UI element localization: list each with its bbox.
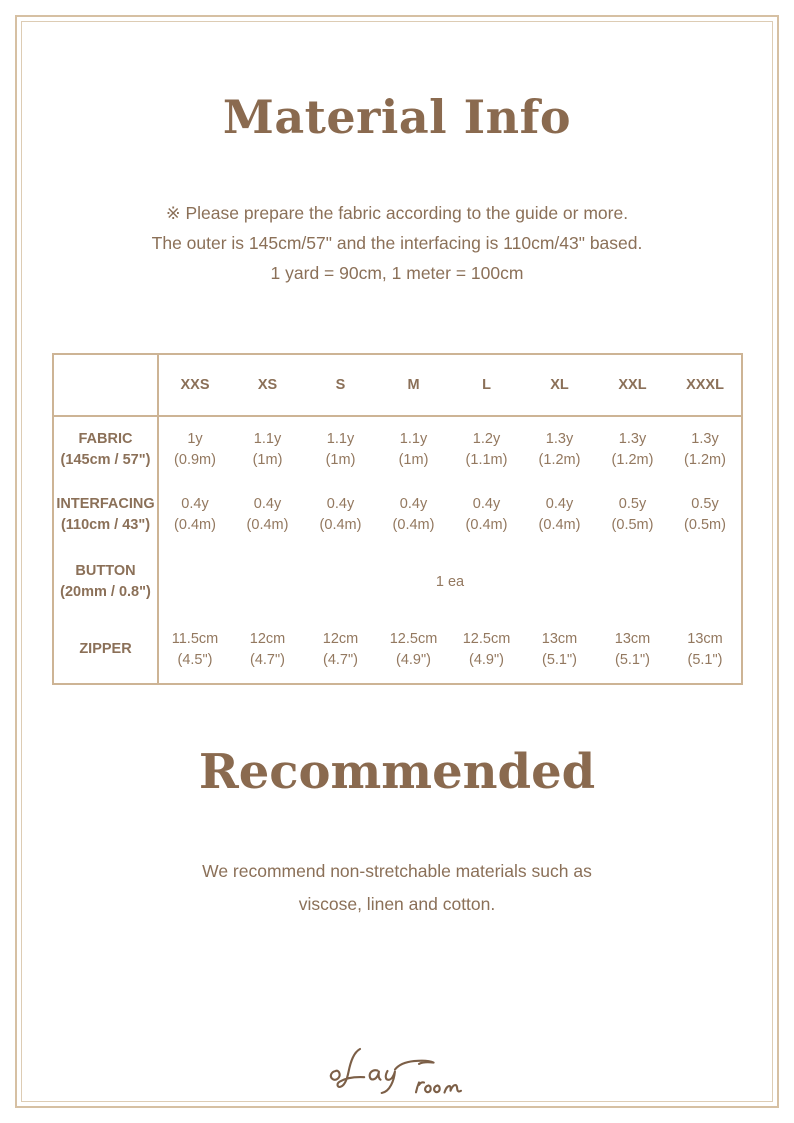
interfacing-row — [53, 482, 742, 548]
size-header-xxxl: XXXL — [686, 376, 724, 393]
zipper-value-cell: 12.5cm (4.9") — [389, 630, 438, 668]
interfacing-label: INTERFACING — [56, 496, 155, 512]
interfacing-row-label — [53, 482, 158, 548]
fabric-guide-notes — [0, 198, 794, 288]
note-line: 1 yard = 90cm, 1 meter = 100cm — [270, 263, 524, 283]
button-row — [53, 548, 742, 616]
size-header-row — [53, 354, 742, 416]
brand-signature-icon — [322, 1036, 472, 1096]
zipper-row-label: ZIPPER — [53, 616, 158, 684]
interfacing-value-cell: 0.4y (0.4m) — [392, 496, 435, 533]
fabric-value-cell: 1.1y (1m) — [325, 430, 356, 468]
interfacing-value-cell: 0.4y (0.4m) — [538, 496, 581, 533]
size-header-m: M — [407, 376, 420, 393]
fabric-row — [53, 416, 742, 482]
page-title: Material Info — [222, 90, 572, 144]
recommended-line: We recommend non-stretchable materials such as — [202, 861, 592, 881]
materials-table — [52, 353, 743, 685]
button-value-cell: 1 ea — [435, 573, 465, 590]
interfacing-value-cell: 0.4y (0.4m) — [465, 496, 508, 533]
size-header-xl: XL — [550, 376, 569, 393]
fabric-value-cell: 1.2y (1.1m) — [465, 430, 508, 468]
table-corner-cell — [53, 354, 158, 416]
interfacing-value-cell: 0.5y (0.5m) — [611, 496, 654, 533]
fabric-value-cell: 1.3y (1.2m) — [684, 430, 726, 468]
interfacing-value-cell: 0.5y (0.5m) — [684, 496, 726, 533]
size-header-xxl: XXL — [618, 376, 647, 393]
size-header-l: L — [482, 376, 491, 393]
fabric-value-cell: 1.3y (1.2m) — [538, 430, 581, 468]
button-row-label — [53, 548, 158, 616]
fabric-value-cell: 1.1y (1m) — [398, 430, 429, 468]
interfacing-value-cell: 0.4y (0.4m) — [174, 496, 216, 533]
zipper-value-cell: 12cm (4.7") — [249, 630, 286, 668]
brand-signature — [322, 1036, 472, 1096]
note-line: ※ Please prepare the fabric according to the guide or more. — [165, 203, 629, 223]
fabric-row-label — [53, 416, 158, 482]
zipper-value-cell: 13cm (5.1") — [541, 630, 578, 668]
recommended-text — [0, 855, 794, 921]
interfacing-spec: (110cm / 43") — [60, 517, 151, 533]
zipper-value-cell: 12.5cm (4.9") — [462, 630, 511, 668]
fabric-value-cell: 1y (0.9m) — [174, 430, 216, 468]
size-header-s: S — [335, 376, 346, 393]
fabric-value-cell: 1.3y (1.2m) — [611, 430, 654, 468]
zipper-value-cell: 13cm (5.1") — [614, 630, 651, 668]
size-header-xxs: XXS — [180, 376, 210, 393]
button-spec: (20mm / 0.8") — [60, 584, 151, 600]
fabric-spec: (145cm / 57") — [60, 451, 151, 468]
interfacing-value-cell: 0.4y (0.4m) — [319, 496, 362, 533]
size-header-xs: XS — [257, 376, 278, 393]
fabric-label: FABRIC — [78, 430, 133, 447]
zipper-value-cell: 13cm (5.1") — [687, 630, 723, 668]
recommended-line: viscose, linen and cotton. — [298, 894, 496, 914]
note-line: The outer is 145cm/57" and the interfacing is 110cm/43" based. — [151, 233, 643, 253]
interfacing-value-cell: 0.4y (0.4m) — [246, 496, 289, 533]
recommended-title: Recommended — [198, 744, 596, 800]
button-label: BUTTON — [75, 563, 136, 579]
zipper-row — [53, 616, 742, 684]
zipper-value-cell: 12cm (4.7") — [322, 630, 359, 668]
fabric-value-cell: 1.1y (1m) — [252, 430, 283, 468]
zipper-value-cell: 11.5cm (4.5") — [171, 630, 219, 668]
